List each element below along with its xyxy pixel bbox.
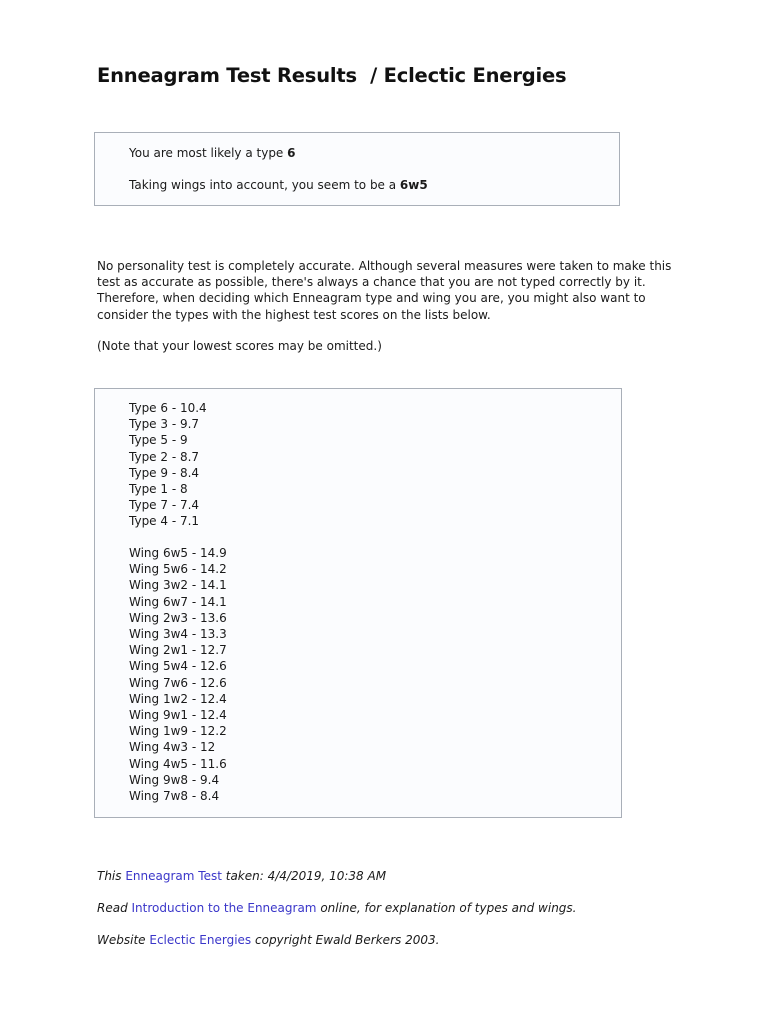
- wing-score-item: Wing 7w6 - 12.6: [129, 675, 227, 690]
- type-score-item: Type 9 - 8.4: [129, 465, 200, 480]
- wing-score-item: Wing 1w2 - 12.4: [129, 691, 227, 706]
- type-score-item: Type 3 - 9.7: [129, 417, 200, 432]
- wing-result-label: Taking wings into account, you seem to be a: [129, 178, 400, 192]
- test-taken-line: [97, 868, 386, 884]
- wing-score-item: Wing 7w8 - 8.4: [129, 789, 220, 804]
- scores-box: [94, 388, 622, 818]
- wing-result-value: 6w5: [399, 178, 428, 192]
- introduction-prefix: Read: [97, 901, 132, 915]
- copyright-line: [97, 932, 439, 948]
- enneagram-test-link[interactable]: Enneagram Test: [125, 869, 222, 883]
- type-score-item: Type 5 - 9: [129, 433, 188, 448]
- wing-score-item: Wing 2w3 - 13.6: [129, 610, 227, 625]
- wing-score-item: Wing 6w7 - 14.1: [129, 594, 227, 609]
- copyright-prefix: Website: [97, 933, 150, 947]
- wing-score-item: Wing 9w8 - 9.4: [129, 772, 220, 787]
- wing-score-item: Wing 5w6 - 14.2: [129, 562, 227, 577]
- type-score-item: Type 2 - 8.7: [129, 449, 200, 464]
- introduction-link[interactable]: Introduction to the Enneagram: [131, 901, 317, 915]
- type-score-item: Type 6 - 10.4: [129, 401, 207, 415]
- most-likely-type-label: You are most likely a type: [129, 146, 288, 160]
- wing-score-item: Wing 2w1 - 12.7: [129, 643, 227, 658]
- introduction-line: [97, 900, 577, 916]
- most-likely-type-line: [129, 145, 296, 161]
- wing-score-item: Wing 6w5 - 14.9: [129, 546, 227, 560]
- test-taken-date: taken: 4/4/2019, 10:38 AM: [221, 869, 387, 883]
- type-score-item: Type 4 - 7.1: [129, 514, 200, 529]
- wing-score-item: Wing 9w1 - 12.4: [129, 708, 227, 723]
- most-likely-type-value: 6: [287, 146, 296, 160]
- result-summary-box: [94, 132, 620, 206]
- wing-score-item: Wing 5w4 - 12.6: [129, 659, 227, 674]
- type-score-item: Type 7 - 7.4: [129, 498, 200, 513]
- omitted-scores-note: (Note that your lowest scores may be omitted.): [97, 339, 382, 353]
- wing-score-item: Wing 1w9 - 12.2: [129, 724, 227, 739]
- wing-score-item: Wing 4w3 - 12: [129, 740, 216, 755]
- type-score-item: Type 1 - 8: [129, 482, 188, 497]
- eclectic-energies-link[interactable]: Eclectic Energies: [149, 933, 252, 947]
- type-score-list: [129, 400, 207, 530]
- introduction-suffix: online, for explanation of types and wings.: [316, 901, 577, 915]
- wing-score-item: Wing 3w4 - 13.3: [129, 627, 227, 642]
- wing-score-item: Wing 4w5 - 11.6: [129, 756, 227, 771]
- wing-score-list: [129, 545, 227, 804]
- wing-result-line: [129, 177, 428, 193]
- copyright-text: copyright Ewald Berkers 2003.: [251, 933, 440, 947]
- test-taken-prefix: This: [97, 869, 126, 883]
- page-title: Enneagram Test Results / Eclectic Energies: [97, 64, 567, 87]
- wing-score-item: Wing 3w2 - 14.1: [129, 578, 227, 593]
- accuracy-disclaimer: No personality test is completely accurate. Although several measures were taken to make this test as accurate as possible, there's always a chance that you are not typed correctly by it. Therefore, when deciding which Enneagram type and wing you are, you might also want to consider the types with the highest test scores on the lists below.: [97, 259, 672, 322]
